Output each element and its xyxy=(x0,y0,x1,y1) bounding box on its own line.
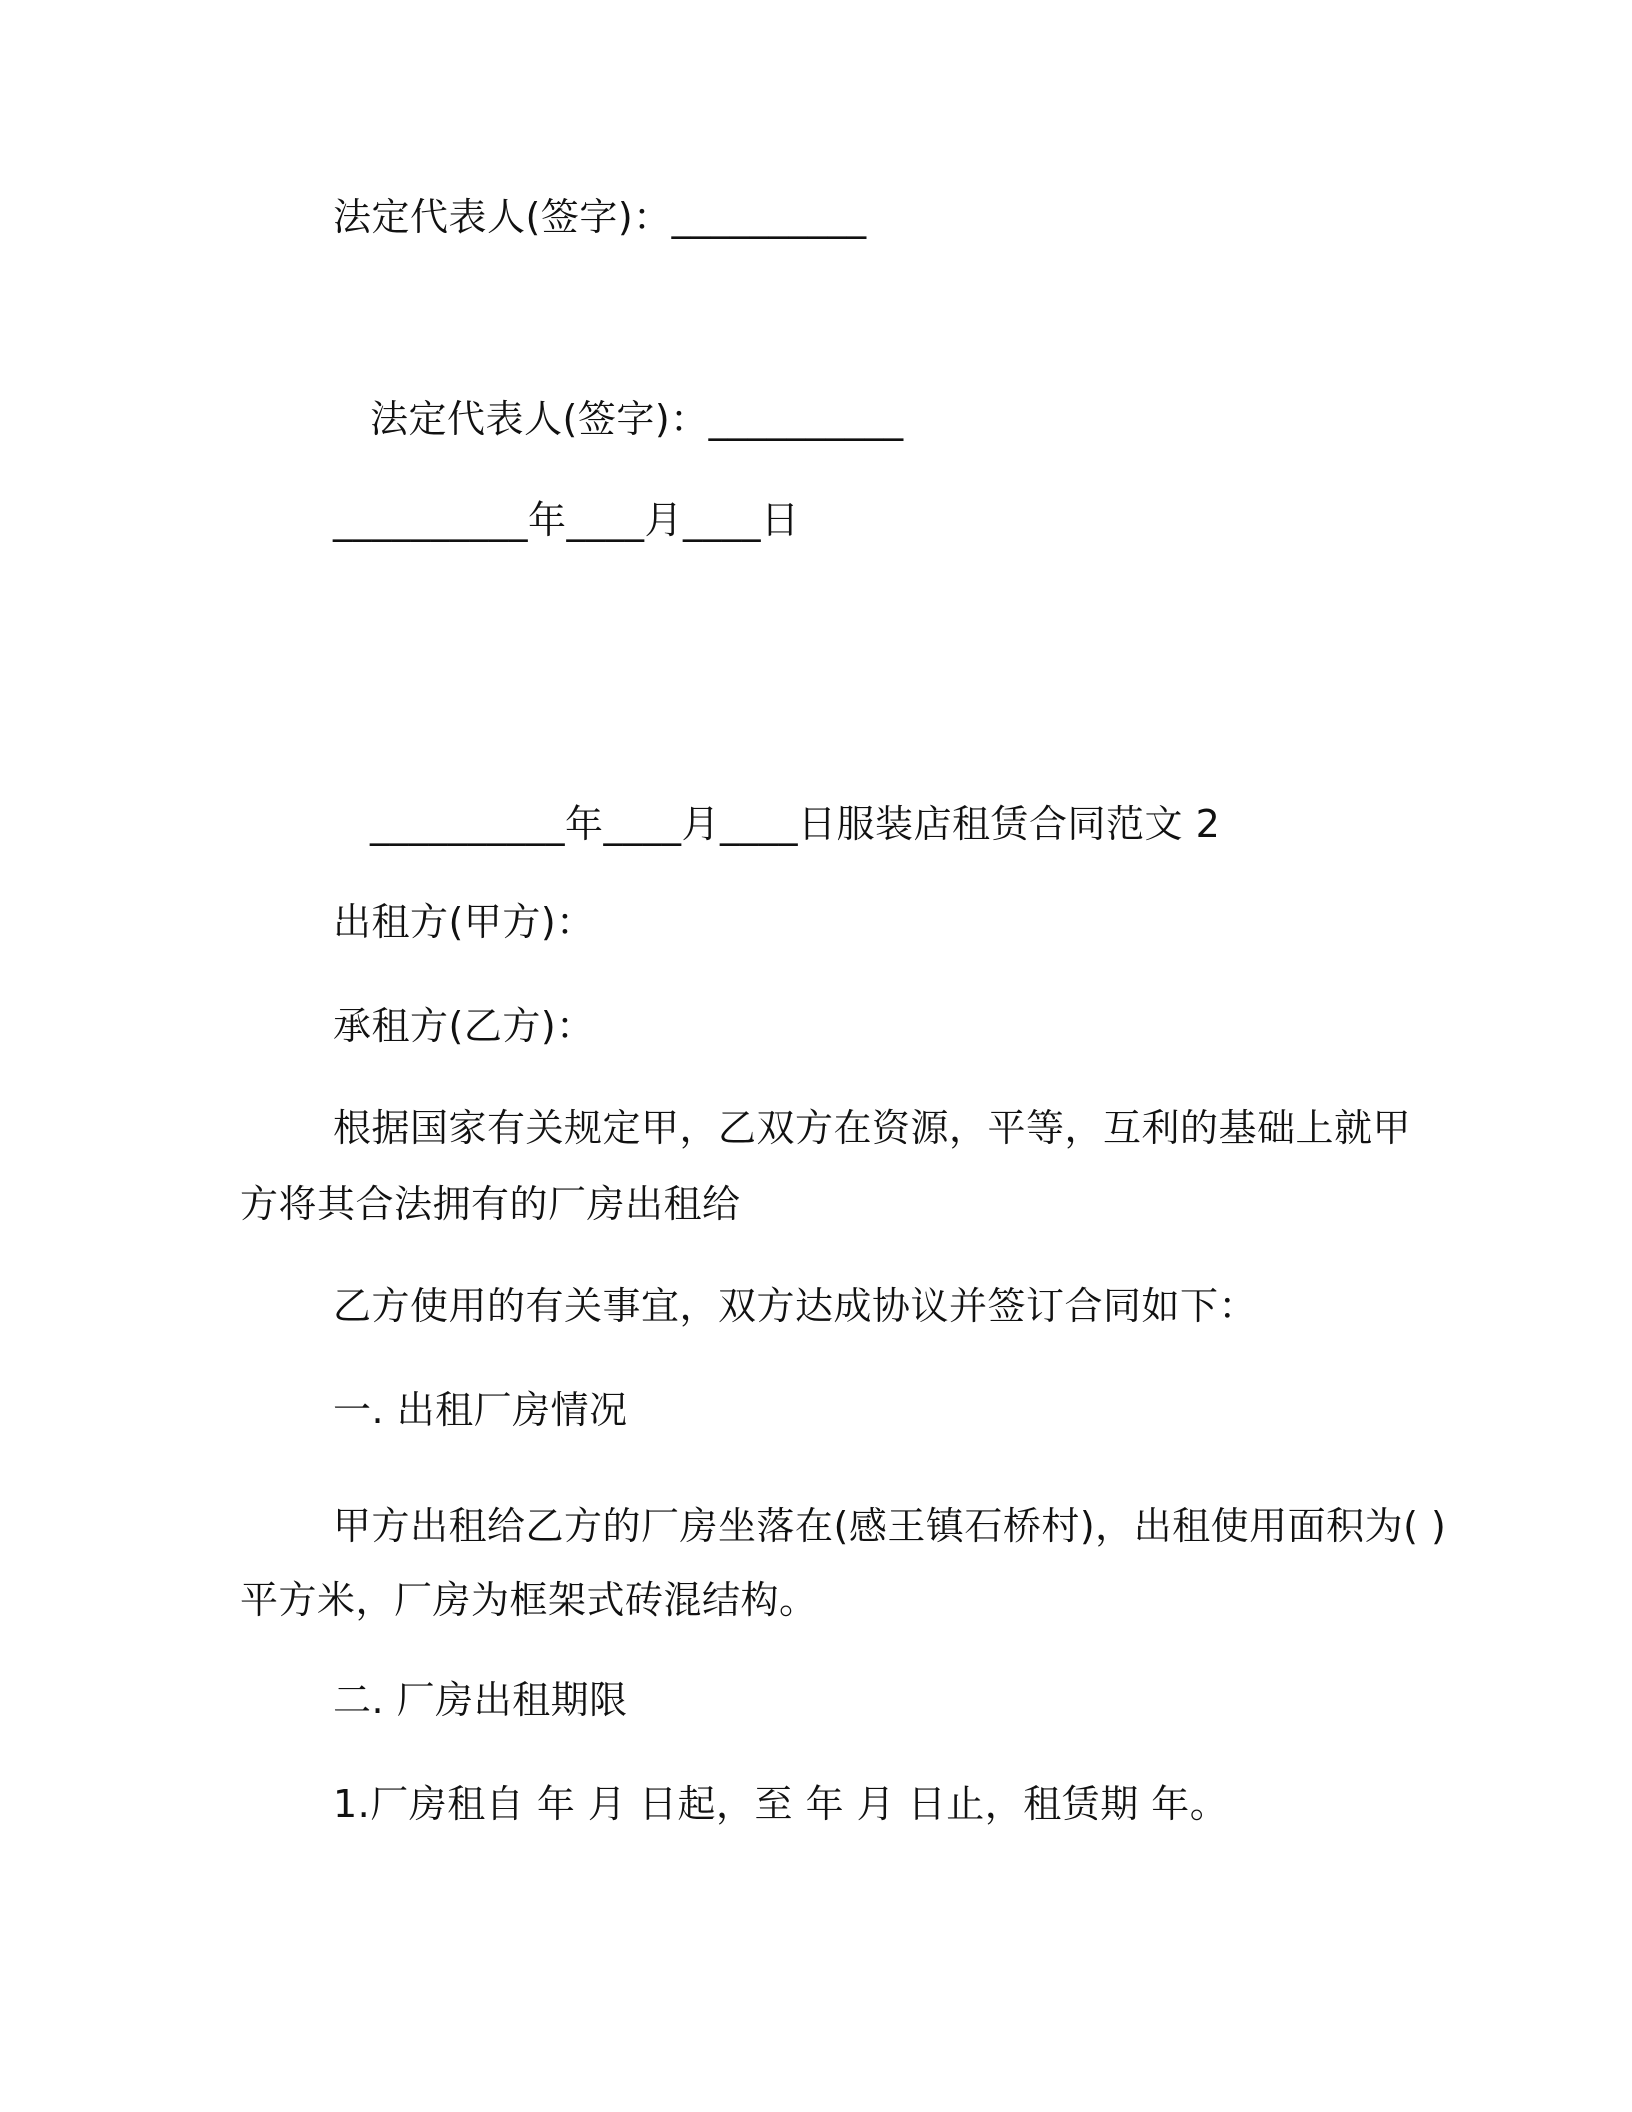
paragraph-intro-line-1: 根据国家有关规定甲，乙双方在资源，平等，互利的基础上就甲 xyxy=(333,1106,1412,1150)
signature-line-legal-rep-2: 法定代表人(签字)：__________ xyxy=(370,397,904,441)
signature-line-legal-rep-1: 法定代表人(签字)：__________ xyxy=(333,195,867,239)
paragraph-location-line-1: 甲方出租给乙方的厂房坐落在(感王镇石桥村)，出租使用面积为( ) xyxy=(333,1504,1447,1548)
lessee-line: 承租方(乙方)： xyxy=(333,1004,595,1048)
clause-lease-term: 1.厂房租自 年 月 日起，至 年 月 日止，租赁期 年。 xyxy=(333,1782,1229,1826)
section-heading-2: 二. 厂房出租期限 xyxy=(333,1678,628,1722)
contract-title: __________年____月____日服装店租赁合同范文 2 xyxy=(370,802,1221,846)
paragraph-intro-line-2: 方将其合法拥有的厂房出租给 xyxy=(240,1182,741,1226)
paragraph-agreement: 乙方使用的有关事宜，双方达成协议并签订合同如下： xyxy=(333,1284,1258,1328)
section-heading-1: 一. 出租厂房情况 xyxy=(333,1388,628,1432)
lessor-line: 出租方(甲方)： xyxy=(333,900,595,944)
date-line: __________年____月____日 xyxy=(333,498,800,542)
paragraph-location-line-2: 平方米，厂房为框架式砖混结构。 xyxy=(240,1578,818,1622)
